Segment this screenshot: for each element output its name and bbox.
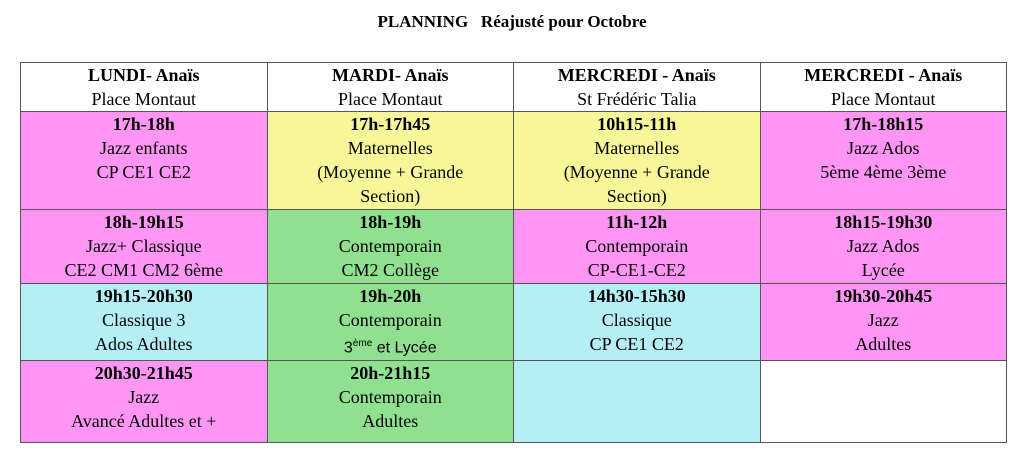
table-row xyxy=(21,112,1007,210)
class-line: Adultes xyxy=(362,411,419,432)
class-cell xyxy=(267,210,514,284)
schedule-table xyxy=(20,62,1007,443)
class-time: 20h-21h15 xyxy=(350,363,431,384)
class-line: Adultes xyxy=(855,334,912,354)
class-line: Maternelles xyxy=(347,138,433,158)
class-line: (Moyenne + Grande xyxy=(317,162,464,182)
class-line: Section) xyxy=(360,186,421,206)
day-label: MARDI- Anaïs xyxy=(331,65,449,85)
class-time: 17h-18h xyxy=(112,114,175,134)
class-line: Contemporain xyxy=(585,236,689,256)
header-cell xyxy=(21,63,268,112)
class-line: CP CE1 CE2 xyxy=(589,334,684,354)
header-cell xyxy=(514,63,761,112)
level-number: 3 xyxy=(343,339,353,357)
class-line: CM2 Collège xyxy=(341,260,439,280)
class-line: Avancé Adultes et + xyxy=(71,411,217,432)
class-time: 11h-12h xyxy=(606,212,668,232)
class-line xyxy=(272,332,510,360)
class-line: Jazz+ Classique xyxy=(85,236,202,256)
class-cell xyxy=(267,284,514,361)
class-line: Contemporain xyxy=(338,387,442,408)
class-time: 17h-17h45 xyxy=(350,114,431,134)
class-line: CP-CE1-CE2 xyxy=(587,260,686,280)
class-line: Contemporain xyxy=(338,236,442,256)
level-rest: et Lycée xyxy=(372,339,437,357)
class-cell xyxy=(760,112,1007,210)
class-time: 19h30-20h45 xyxy=(834,286,933,306)
class-cell xyxy=(267,361,514,443)
place-label: Place Montaut xyxy=(91,89,196,109)
header-cell xyxy=(267,63,514,112)
class-line: CE2 CM1 CM2 6ème xyxy=(64,260,223,280)
class-line: Jazz enfants xyxy=(100,138,188,158)
class-cell xyxy=(514,284,761,361)
class-time: 19h15-20h30 xyxy=(94,286,193,306)
class-cell xyxy=(21,284,268,361)
class-time: 10h15-11h xyxy=(597,114,677,134)
class-cell xyxy=(21,112,268,210)
empty-cell xyxy=(514,361,761,443)
class-cell xyxy=(21,361,268,443)
class-line: Maternelles xyxy=(594,138,680,158)
class-line: CP CE1 CE2 xyxy=(96,162,191,182)
class-time: 18h-19h xyxy=(359,212,422,232)
page-title: PLANNING Réajusté pour Octobre xyxy=(377,12,647,31)
class-line: Ados Adultes xyxy=(94,334,193,354)
class-time: 14h30-15h30 xyxy=(587,286,686,306)
class-line: Classique xyxy=(601,310,672,330)
class-line: Jazz xyxy=(867,310,899,330)
header-cell xyxy=(760,63,1007,112)
class-line: 5ème 4ème 3ème xyxy=(820,162,947,182)
day-label: MERCREDI - Anaïs xyxy=(804,65,963,85)
day-label: LUNDI- Anaïs xyxy=(87,65,200,85)
class-line: Lycée xyxy=(861,260,905,280)
class-time: 18h-19h15 xyxy=(103,212,184,232)
ordinal-suffix: ème xyxy=(352,338,373,349)
class-time: 20h30-21h45 xyxy=(94,363,193,384)
class-time: 18h15-19h30 xyxy=(834,212,933,232)
header-row xyxy=(21,63,1007,112)
table-row xyxy=(21,210,1007,284)
class-cell xyxy=(514,112,761,210)
class-cell xyxy=(267,112,514,210)
place-label: Place Montaut xyxy=(338,89,443,109)
class-line: Classique 3 xyxy=(102,310,186,330)
class-line: Contemporain xyxy=(338,310,442,330)
class-cell xyxy=(21,210,268,284)
class-line: Jazz Ados xyxy=(847,236,920,256)
class-time: 19h-20h xyxy=(359,286,422,306)
day-label: MERCREDI - Anaïs xyxy=(557,65,716,85)
place-label: Place Montaut xyxy=(831,89,936,109)
class-line: Jazz Ados xyxy=(847,138,920,158)
class-line: Jazz xyxy=(128,387,160,408)
class-cell xyxy=(760,284,1007,361)
place-label: St Frédéric Talia xyxy=(577,89,697,109)
table-row xyxy=(21,361,1007,443)
empty-cell xyxy=(760,361,1007,443)
class-line: (Moyenne + Grande xyxy=(563,162,710,182)
class-line: Section) xyxy=(606,186,667,206)
class-cell xyxy=(514,210,761,284)
table-row xyxy=(21,284,1007,361)
class-cell xyxy=(760,210,1007,284)
class-time: 17h-18h15 xyxy=(843,114,924,134)
